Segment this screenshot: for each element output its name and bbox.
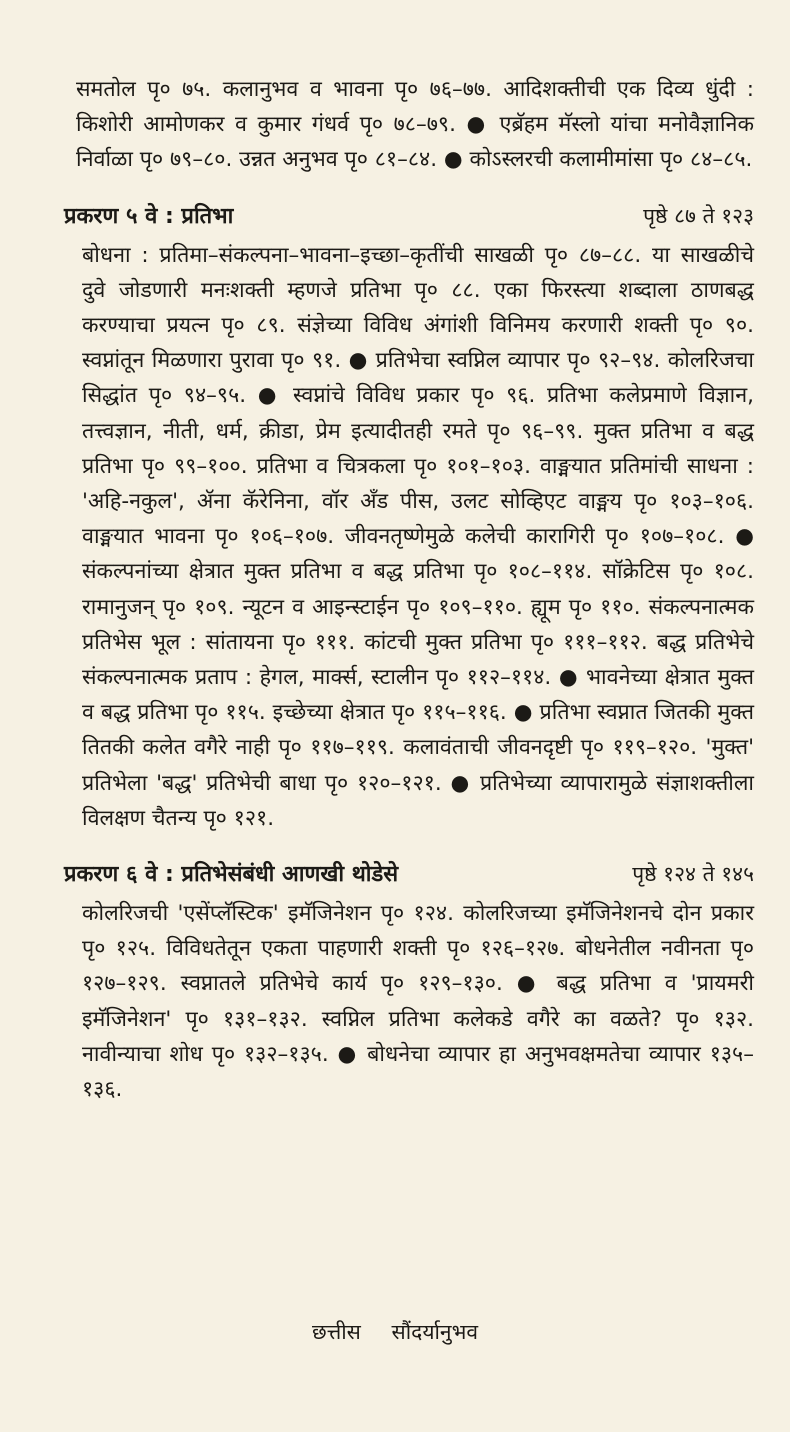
chapter-5-page-range: पृष्ठे ८७ ते १२३ [643,203,754,228]
page-footer [0,1318,790,1346]
chapter-5-title: प्रकरण ५ वे : प्रतिभा [64,203,234,229]
chapter-6-page-range: पृष्ठे १२४ ते १४५ [632,862,754,887]
intro-paragraph: समतोल पृ० ७५. कलानुभव व भावना पृ० ७६–७७. आदिशक्तीची एक दिव्य धुंदी : किशोरी आमोणकर व कुमार गंधर्व पृ० ७८–७९. ● एब्रॅहम मॅस्लो यांचा मनोवैज्ञानिक निर्वाळा पृ० ७९–८०. उन्नत अनुभव पृ० ८१–८४. ● कोऽस्लरची कलामीमांसा पृ० ८४–८५. [76,77,754,173]
chapter-6-title: प्रकरण ६ वे : प्रतिभेसंबंधी आणखी थोडेसे [64,862,399,888]
chapter-6-heading [64,858,754,888]
chapter-6-summary: कोलरिजची 'एसेंप्लॅस्टिक' इमॅजिनेशन पृ० १२४. कोलरिजच्या इमॅजिनेशनचे दोन प्रकार पृ० १२५. विविधतेतून एकता पाहणारी शक्ती पृ० १२६–१२७. बोधनेतील नवीनता पृ० १२७–१२९. स्वप्नातले प्रतिभेचे कार्य पृ० १२९–१३०. ● बद्ध प्रतिभा व 'प्रायमरी इमॅजिनेशन' पृ० १३१–१३२. स्वप्निल प्रतिभा कलेकडे वगैरे का वळते? पृ० १३२. नावीन्याचा शोध पृ० १३२–१३५. ● बोधनेचा व्यापार हा अनुभवक्षमतेचा व्यापार १३५–१३६. [82,901,754,1103]
chapter-5-heading [64,200,754,230]
page-number: छत्तीस [311,1320,361,1344]
running-title: सौंदर्यानुभव [391,1320,479,1344]
chapter-5-summary: बोधना : प्रतिमा–संकल्पना–भावना–इच्छा–कृतींची साखळी पृ० ८७–८८. या साखळीचे दुवे जोडणारी मनःशक्ती म्हणजे प्रतिभा पृ० ८८. एका फिरस्त्या शब्दाला ठाणबद्ध करण्याचा प्रयत्न पृ० ८९. संज्ञेच्या विविध अंगांशी विनिमय करणारी शक्ती पृ० ९०. स्वप्नांतून मिळणारा पुरावा पृ० ९१. ● प्रतिभेचा स्वप्निल व्यापार पृ० ९२–९४. कोलरिजचा सिद्धांत पृ० ९४–९५. ● स्वप्नांचे विविध प्रकार पृ० ९६. प्रतिभा कलेप्रमाणे विज्ञान, तत्त्वज्ञान, नीती, धर्म, क्रीडा, प्रेम इत्यादीतही रमते पृ० ९६–९९. मुक्त प्रतिभा व बद्ध प्रतिभा पृ० ९९–१००. प्रतिभा व चित्रकला पृ० १०१–१०३. वाङ्मयात प्रतिमांची साधना : 'अहि-नकुल', ॲना कॅरेनिना, वॉर अँड पीस, उलट सोव्हिएट वाङ्मय पृ० १०३–१०६. वाङ्मयात भावना पृ० १०६–१०७. जीवनतृष्णेमुळे कलेची कारागिरी पृ० १०७–१०८. ● संकल्पनांच्या क्षेत्रात मुक्त प्रतिभा व बद्ध प्रतिभा पृ० १०८–११४. सॉक्रेटिस पृ० १०८. रामानुजन् पृ० १०९. न्यूटन व आइन्स्टाईन पृ० १०९–११०. ह्यूम पृ० ११०. संकल्पनात्मक प्रतिभेस भूल : सांतायना पृ० १११. कांटची मुक्त प्रतिभा पृ० १११–११२. बद्ध प्रतिभेचे संकल्पनात्मक प्रताप : हेगल, मार्क्स, स्टालीन पृ० ११२–११४. ● भावनेच्या क्षेत्रात मुक्त व बद्ध प्रतिभा पृ० ११५. इच्छेच्या क्षेत्रात पृ० ११५–११६. ● प्रतिभा स्वप्नात जितकी मुक्त तितकी कलेत वगैरे नाही पृ० ११७–११९. कलावंताची जीवनदृष्टी पृ० ११९–१२०. 'मुक्त' प्रतिभेला 'बद्ध' प्रतिभेची बाधा पृ० १२०–१२१. ● प्रतिभेच्या व्यापारामुळे संज्ञाशक्तीला विलक्षण चैतन्य पृ० १२१. [82,242,754,831]
